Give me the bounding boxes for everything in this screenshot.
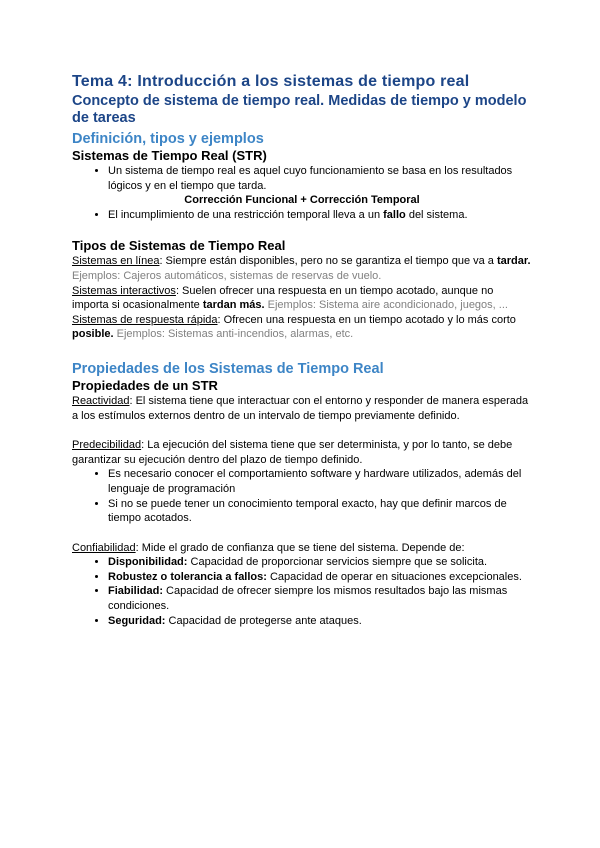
- bold-text: posible.: [72, 328, 114, 341]
- term: Confiabilidad: [72, 541, 136, 554]
- desc: : La ejecución del sistema tiene que ser determinista, y por lo tanto, se debe garantizar su ejecución dentro del plazo de tiempo definido.: [72, 439, 513, 466]
- list-item: [108, 614, 532, 629]
- formula: Corrección Funcional + Corrección Temporal: [184, 194, 420, 207]
- example: Ejemplos: Sistema aire acondicionado, juegos, ...: [264, 299, 508, 312]
- list-item: • Si no se puede tener un conocimiento temporal exacto, hay que definir marcos de tiempo acotados.: [108, 497, 532, 526]
- term: Reactividad: [72, 394, 130, 407]
- text: El incumplimiento de una restricción temporal lleva a un: [108, 208, 384, 221]
- example: Ejemplos: Sistemas anti-incendios, alarmas, etc.: [113, 328, 354, 341]
- confiabilidad-paragraph: [72, 541, 532, 556]
- section-heading-definicion: Definición, tipos y ejemplos: [72, 131, 264, 147]
- predecibilidad-bullets: [72, 467, 532, 525]
- tipo-item: [72, 284, 532, 313]
- predecibilidad-paragraph: [72, 438, 532, 467]
- list-item: [108, 555, 532, 570]
- tipo-item: [72, 313, 532, 342]
- document-content: [72, 72, 532, 628]
- desc: : Suelen ofrecer una respuesta en un tiempo acotado, aunque no importa si ocasionalmente: [72, 284, 494, 312]
- term: Seguridad:: [108, 614, 166, 627]
- desc: Capacidad de protegerse ante ataques.: [165, 614, 362, 627]
- list-item: [108, 570, 532, 585]
- text: del sistema.: [405, 208, 468, 221]
- tipo-item: [72, 254, 532, 283]
- document-title: Tema 4: Introducción a los sistemas de tiempo real: [72, 73, 470, 90]
- term: Sistemas en línea: [72, 255, 160, 268]
- bold-text: fallo: [383, 208, 406, 221]
- desc: Capacidad de operar en situaciones excepcionales.: [266, 570, 522, 583]
- propiedades-subheading: Propiedades de un STR: [72, 377, 218, 393]
- example: Ejemplos: Cajeros automáticos, sistemas de reservas de vuelo.: [72, 269, 382, 282]
- term: Disponibilidad:: [108, 556, 188, 569]
- desc: Capacidad de proporcionar servicios siempre que se solicita.: [187, 556, 488, 569]
- confiabilidad-bullets: [72, 555, 532, 628]
- list-item: [108, 208, 532, 223]
- bold-text: tardar.: [496, 255, 531, 268]
- term: Predecibilidad: [72, 439, 142, 452]
- bold-text: tardan más.: [202, 299, 265, 312]
- str-bullets: [72, 164, 532, 193]
- desc: : Siempre están disponibles, pero no se garantiza el tiempo que va a: [159, 255, 497, 268]
- desc: Capacidad de ofrecer siempre los mismos resultados bajo las mismas condiciones.: [108, 585, 508, 613]
- str-heading: Sistemas de Tiempo Real (STR): [72, 148, 267, 163]
- tipos-heading: Tipos de Sistemas de Tiempo Real: [72, 238, 286, 254]
- str-bullets-2: [72, 208, 532, 223]
- desc: : El sistema tiene que interactuar con el entorno y responder de manera esperada a los estímulos externos dentro de un intervalo de tiempo previamente definido.: [72, 394, 529, 422]
- list-item: [108, 584, 532, 613]
- section-heading-propiedades: Propiedades de los Sistemas de Tiempo Real: [72, 360, 384, 377]
- list-item: • Un sistema de tiempo real es aquel cuyo funcionamiento se basa en los resultados lógicos y en el tiempo que tarda.: [108, 164, 532, 193]
- desc: : Ofrecen una respuesta en un tiempo acotado y lo más corto: [217, 313, 516, 326]
- term: Fiabilidad:: [108, 585, 163, 598]
- document-subtitle: Concepto de sistema de tiempo real. Medidas de tiempo y modelo de tareas: [72, 93, 527, 126]
- desc: : Mide el grado de confianza que se tiene del sistema. Depende de:: [135, 541, 465, 554]
- reactividad-paragraph: [72, 394, 532, 423]
- term: Sistemas de respuesta rápida: [72, 313, 218, 326]
- term: Sistemas interactivos: [72, 284, 176, 297]
- list-item: • Es necesario conocer el comportamiento software y hardware utilizados, además del lenguaje de programación: [108, 467, 532, 496]
- term: Robustez o tolerancia a fallos:: [108, 570, 267, 583]
